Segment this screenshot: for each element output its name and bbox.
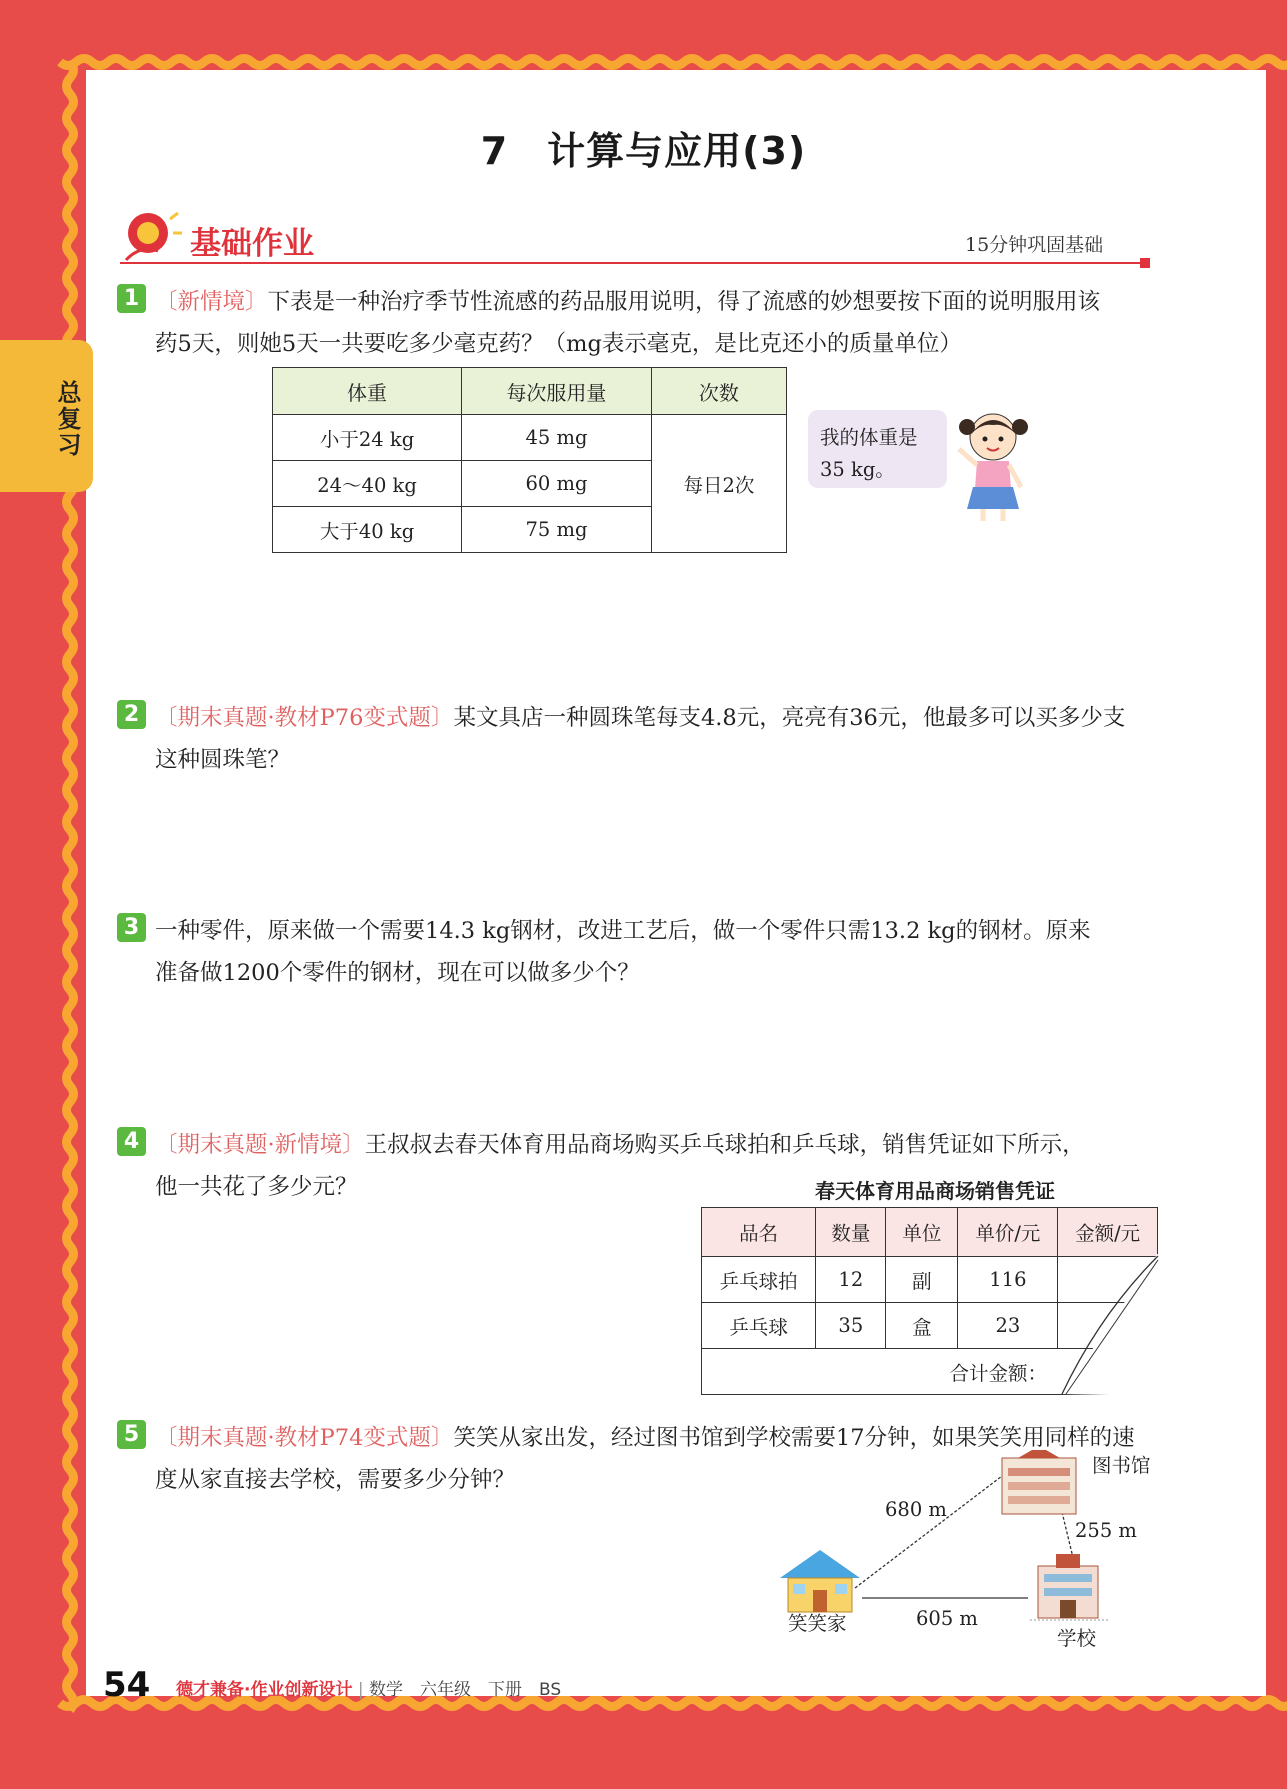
q2-line1: 某文具店一种圆珠笔每支4.8元，亮亮有36元，他最多可以买多少支 — [453, 705, 1126, 731]
q2-line2: 这种圆珠笔？ — [155, 747, 291, 773]
q4-tag: 〔期末真题·新情境〕 — [155, 1132, 365, 1158]
q1-line2: 药5天，则她5天一共要吃多少毫克药？（mg表示毫克，是比克还小的质量单位） — [155, 331, 962, 357]
footer-brand: 德才兼备·作业创新设计 — [176, 1680, 353, 1700]
question-number-2: 2 — [117, 700, 146, 729]
side-tab-label: 总复习 — [53, 380, 81, 458]
receipt-cell: 23 — [958, 1303, 1058, 1349]
q2-text-line1 — [155, 700, 1125, 732]
home-label: 笑笑家 — [788, 1612, 847, 1635]
question-number-3: 3 — [117, 913, 146, 942]
footer-text: 德才兼备·作业创新设计 | 数学 六年级 下册 BS — [176, 1680, 562, 1700]
page-title: 7 计算与应用(3) — [480, 129, 807, 173]
q5-text-line1 — [155, 1420, 1135, 1452]
q3-line2: 准备做1200个零件的钢材，现在可以做多少个？ — [155, 960, 640, 986]
q5-line2: 度从家直接去学校，需要多少分钟？ — [155, 1467, 516, 1493]
dosage-table — [272, 367, 787, 553]
speech-bubble — [808, 410, 947, 488]
q5-tag: 〔期末真题·教材P74变式题〕 — [155, 1425, 454, 1451]
question-number-1: 1 — [117, 284, 146, 313]
q1-text-line1 — [155, 284, 1100, 316]
q5-line1: 笑笑从家出发，经过图书馆到学校需要17分钟，如果笑笑用同样的速 — [453, 1425, 1135, 1451]
receipt-cell: 12 — [816, 1257, 886, 1303]
distance-home-library: 680 m — [885, 1498, 947, 1521]
receipt-cell: 116 — [958, 1257, 1058, 1303]
receipt-cell: 乒乓球拍 — [702, 1257, 816, 1303]
table-cell: 大于40 kg — [273, 507, 462, 553]
section-note: 15分钟巩固基础 — [965, 234, 1104, 256]
bubble-line: 35 kg。 — [820, 458, 895, 481]
side-tab — [0, 340, 93, 492]
receipt-total: 合计金额： — [702, 1349, 1158, 1395]
receipt-header: 数量 — [816, 1208, 886, 1257]
receipt-caption: 春天体育用品商场销售凭证 — [815, 1179, 1055, 1203]
distance-library-school: 255 m — [1075, 1519, 1137, 1542]
receipt-header: 单价/元 — [958, 1208, 1058, 1257]
q1-tag: 〔新情境〕 — [155, 289, 268, 315]
receipt-header: 单位 — [886, 1208, 958, 1257]
table-cell: 60 mg — [462, 461, 652, 507]
library-icon — [1002, 1450, 1076, 1514]
receipt-cell: 乒乓球 — [702, 1303, 816, 1349]
library-label: 图书馆 — [1092, 1454, 1151, 1477]
distance-home-school: 605 m — [916, 1607, 978, 1630]
section-label: 基础作业 — [190, 226, 314, 262]
q1-line1: 下表是一种治疗季节性流感的药品服用说明，得了流感的妙想要按下面的说明服用该 — [267, 289, 1101, 315]
receipt-header: 金额/元 — [1058, 1208, 1158, 1257]
receipt-header: 品名 — [702, 1208, 816, 1257]
table-header: 体重 — [273, 368, 462, 415]
table-header: 每次服用量 — [462, 368, 652, 415]
table-cell: 75 mg — [462, 507, 652, 553]
q4-line2: 他一共花了多少元？ — [155, 1174, 358, 1200]
home-icon — [780, 1550, 860, 1612]
q2-tag: 〔期末真题·教材P76变式题〕 — [155, 705, 454, 731]
school-icon — [1030, 1554, 1108, 1620]
footer-rest: 数学 六年级 下册 BS — [369, 1680, 562, 1700]
table-cell: 45 mg — [462, 415, 652, 461]
receipt-cell: 盒 — [886, 1303, 958, 1349]
bubble-line: 我的体重是 — [820, 426, 918, 449]
receipt-page-curl — [1060, 1254, 1160, 1396]
q4-line1: 王叔叔去春天体育用品商场购买乒乓球拍和乒乓球，销售凭证如下所示， — [364, 1132, 1085, 1158]
table-header: 次数 — [651, 368, 786, 415]
q3-line1: 一种零件，原来做一个需要14.3 kg钢材，改进工艺后，做一个零件只需13.2 kg的钢材。原来 — [155, 918, 1091, 944]
question-number-5: 5 — [117, 1420, 146, 1449]
receipt-cell: 副 — [886, 1257, 958, 1303]
girl-illustration — [945, 405, 1045, 525]
lightbulb-icon — [118, 205, 183, 265]
page-number: 54 — [103, 1665, 151, 1705]
school-label: 学校 — [1057, 1627, 1097, 1650]
section-rule — [120, 257, 1160, 269]
question-number-4: 4 — [117, 1127, 146, 1156]
table-cell-times: 每日2次 — [651, 415, 786, 553]
receipt-cell: 35 — [816, 1303, 886, 1349]
q4-text-line1 — [155, 1127, 1085, 1159]
table-cell: 24～40 kg — [273, 461, 462, 507]
table-cell: 小于24 kg — [273, 415, 462, 461]
